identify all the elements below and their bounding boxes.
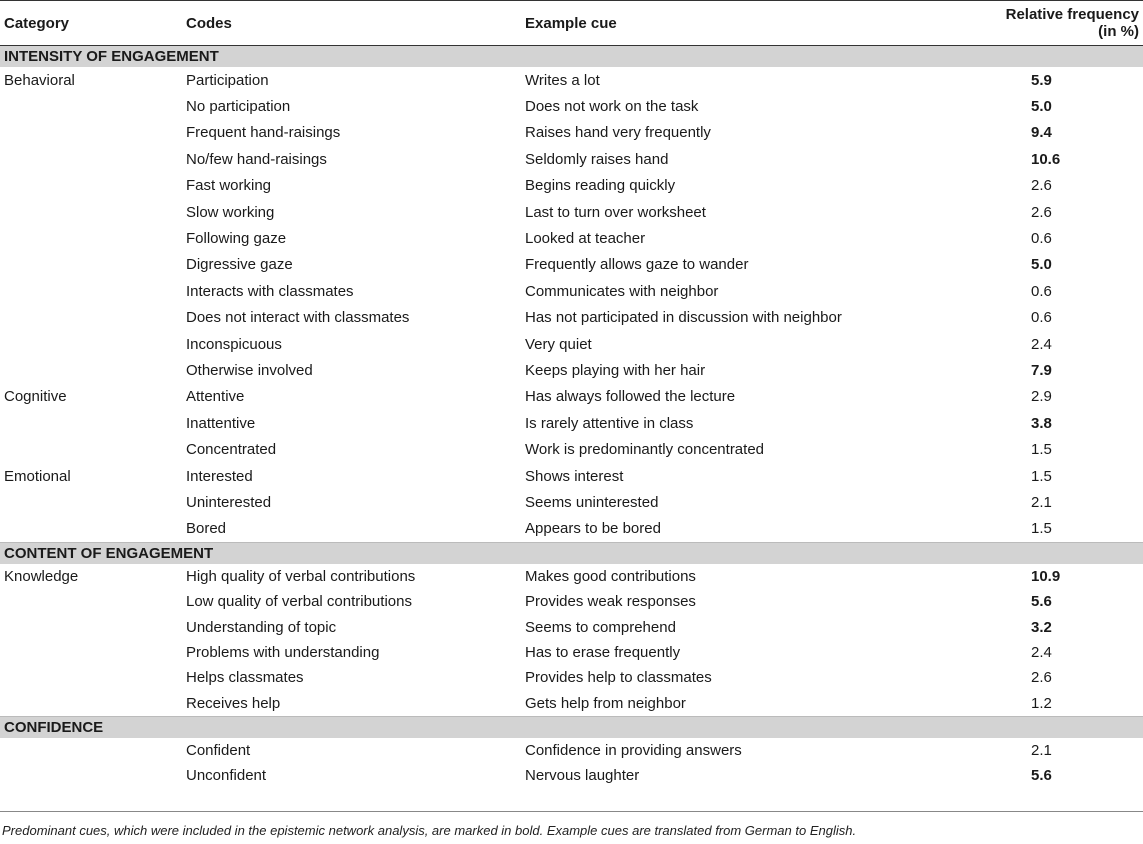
cell-example-cue: Appears to be bored: [525, 520, 661, 538]
cell-frequency: 2.6: [1031, 203, 1052, 221]
table-row: [0, 589, 1143, 614]
cell-category: [0, 763, 182, 788]
section-header-row: [0, 46, 1143, 68]
cell-code: Interacts with classmates: [186, 282, 354, 300]
table-row: [0, 763, 1143, 788]
cell-example-cue: Seldomly raises hand: [525, 150, 669, 168]
cell-category: [0, 357, 182, 383]
cell-category: [0, 199, 182, 225]
cell-code: Understanding of topic: [186, 618, 337, 636]
cell-category: Cognitive: [4, 388, 67, 406]
cell-example-cue: Nervous laughter: [525, 767, 640, 785]
table-row: [0, 564, 1143, 589]
cell-example-cue: Has always followed the lecture: [525, 388, 736, 406]
table-row: [0, 225, 1143, 251]
cell-frequency: 5.6: [1031, 767, 1052, 785]
section-title: INTENSITY OF ENGAGEMENT: [0, 46, 1143, 68]
cell-frequency: 2.1: [1031, 741, 1052, 759]
cell-example-cue: Work is predominantly concentrated: [525, 441, 765, 459]
cell-frequency: 1.5: [1031, 441, 1052, 459]
cell-code: Does not interact with classmates: [186, 309, 410, 327]
cell-code: Concentrated: [186, 441, 277, 459]
cell-frequency: 2.9: [1031, 388, 1052, 406]
cell-frequency: 3.8: [1031, 414, 1052, 432]
section-header-row: [0, 543, 1143, 565]
cell-code: Helps classmates: [186, 669, 304, 687]
cell-example-cue: Has to erase frequently: [525, 644, 681, 662]
table-bottom-rule: [0, 811, 1143, 812]
cell-category: [0, 640, 182, 665]
cell-category: [0, 331, 182, 357]
table-body: [0, 46, 1143, 789]
cell-category: [0, 146, 182, 172]
table-row: [0, 738, 1143, 763]
table-row: [0, 331, 1143, 357]
table-row: [0, 615, 1143, 640]
cell-example-cue: Confidence in providing answers: [525, 741, 742, 759]
table-row: [0, 410, 1143, 436]
cell-category: [0, 516, 182, 543]
table-row: [0, 384, 1143, 410]
cell-category: [0, 278, 182, 304]
cell-category: [0, 305, 182, 331]
cell-code: No/few hand-raisings: [186, 150, 327, 168]
cell-frequency: 2.6: [1031, 669, 1052, 687]
cell-example-cue: Shows interest: [525, 467, 624, 485]
table-row: [0, 120, 1143, 146]
cell-frequency: 5.6: [1031, 593, 1052, 611]
cell-example-cue: Is rarely attentive in class: [525, 414, 694, 432]
cell-category: [0, 589, 182, 614]
cell-example-cue: Has not participated in discussion with neighbor: [525, 309, 842, 327]
cell-example-cue: Writes a lot: [525, 71, 600, 89]
table-row: [0, 199, 1143, 225]
cell-frequency: 9.4: [1031, 124, 1052, 142]
cell-category: [0, 691, 182, 717]
cell-code: Fast working: [186, 177, 272, 195]
cell-code: Bored: [186, 520, 227, 538]
cell-code: Attentive: [186, 388, 245, 406]
cell-category: [0, 436, 182, 462]
cell-category: [0, 410, 182, 436]
cell-category: [0, 225, 182, 251]
cell-frequency: 0.6: [1031, 230, 1052, 248]
cell-frequency: 10.6: [1031, 150, 1061, 168]
table-row: [0, 93, 1143, 119]
cell-code: High quality of verbal contributions: [186, 568, 416, 586]
cell-category: [0, 489, 182, 515]
cell-example-cue: Provides weak responses: [525, 593, 696, 611]
table-row: [0, 252, 1143, 278]
cell-frequency: 5.0: [1031, 256, 1052, 274]
table-row: [0, 436, 1143, 462]
table-row: [0, 278, 1143, 304]
cell-frequency: 2.1: [1031, 493, 1052, 511]
cell-frequency: 10.9: [1031, 568, 1061, 586]
cell-example-cue: Does not work on the task: [525, 98, 699, 116]
table-row: [0, 640, 1143, 665]
cell-category: Behavioral: [4, 71, 75, 89]
cell-example-cue: Raises hand very frequently: [525, 124, 711, 142]
cell-category: [0, 615, 182, 640]
cell-code: Problems with understanding: [186, 644, 380, 662]
cell-example-cue: Seems uninterested: [525, 493, 659, 511]
cell-example-cue: Makes good contributions: [525, 568, 696, 586]
cell-frequency: 1.2: [1031, 694, 1052, 712]
cell-category: [0, 173, 182, 199]
cell-example-cue: Provides help to classmates: [525, 669, 712, 687]
cell-example-cue: Frequently allows gaze to wander: [525, 256, 749, 274]
table-row: [0, 665, 1143, 690]
cell-code: No participation: [186, 98, 291, 116]
cell-category: [0, 738, 182, 763]
cell-code: Participation: [186, 71, 269, 89]
cell-example-cue: Begins reading quickly: [525, 177, 676, 195]
header-row: [0, 1, 1143, 46]
section-title: CONTENT OF ENGAGEMENT: [0, 543, 1143, 565]
cell-frequency: 2.4: [1031, 644, 1052, 662]
cell-example-cue: Very quiet: [525, 335, 592, 353]
table-row: [0, 463, 1143, 489]
cell-frequency: 1.5: [1031, 520, 1052, 538]
cell-code: Slow working: [186, 203, 275, 221]
header-example-cue: Example cue: [521, 1, 981, 46]
cell-frequency: 5.9: [1031, 71, 1052, 89]
header-category: Category: [0, 1, 182, 46]
cell-frequency: 0.6: [1031, 282, 1052, 300]
table-row: [0, 357, 1143, 383]
table-row: [0, 67, 1143, 93]
cell-example-cue: Last to turn over worksheet: [525, 203, 706, 221]
cell-code: Receives help: [186, 694, 281, 712]
table-footnote: Predominant cues, which were included in the epistemic network analysis, are marked in bold. Example cues are translated from German to English.: [2, 823, 857, 838]
cell-category: [0, 93, 182, 119]
table-row: [0, 516, 1143, 543]
cell-frequency: 7.9: [1031, 361, 1052, 379]
cell-code: Uninterested: [186, 493, 272, 511]
cell-code: Interested: [186, 467, 253, 485]
cell-example-cue: Looked at teacher: [525, 230, 646, 248]
section-header-row: [0, 716, 1143, 738]
cell-code: Inconspicuous: [186, 335, 282, 353]
table-row: [0, 146, 1143, 172]
cell-code: Inattentive: [186, 414, 256, 432]
cell-frequency: 3.2: [1031, 618, 1052, 636]
header-codes: Codes: [182, 1, 521, 46]
cell-category: Knowledge: [4, 568, 79, 586]
table-row: [0, 691, 1143, 717]
cell-category: [0, 665, 182, 690]
cell-code: Following gaze: [186, 230, 287, 248]
cell-example-cue: Seems to comprehend: [525, 618, 676, 636]
cell-code: Digressive gaze: [186, 256, 293, 274]
cell-example-cue: Gets help from neighbor: [525, 694, 686, 712]
header-relative-frequency: Relative frequency (in %): [981, 1, 1143, 46]
cell-frequency: 2.4: [1031, 335, 1052, 353]
cell-example-cue: Keeps playing with her hair: [525, 361, 706, 379]
cell-frequency: 2.6: [1031, 177, 1052, 195]
cell-frequency: 0.6: [1031, 309, 1052, 327]
cell-frequency: 1.5: [1031, 467, 1052, 485]
cell-category: Emotional: [4, 467, 71, 485]
section-title: CONFIDENCE: [0, 716, 1143, 738]
cell-category: [0, 120, 182, 146]
cell-code: Unconfident: [186, 767, 267, 785]
cell-frequency: 5.0: [1031, 98, 1052, 116]
cell-code: Confident: [186, 741, 251, 759]
table-row: [0, 173, 1143, 199]
cell-code: Frequent hand-raisings: [186, 124, 341, 142]
table-row: [0, 489, 1143, 515]
cell-category: [0, 252, 182, 278]
cell-code: Otherwise involved: [186, 361, 313, 379]
cell-code: Low quality of verbal contributions: [186, 593, 412, 611]
table-row: [0, 305, 1143, 331]
cell-example-cue: Communicates with neighbor: [525, 282, 719, 300]
